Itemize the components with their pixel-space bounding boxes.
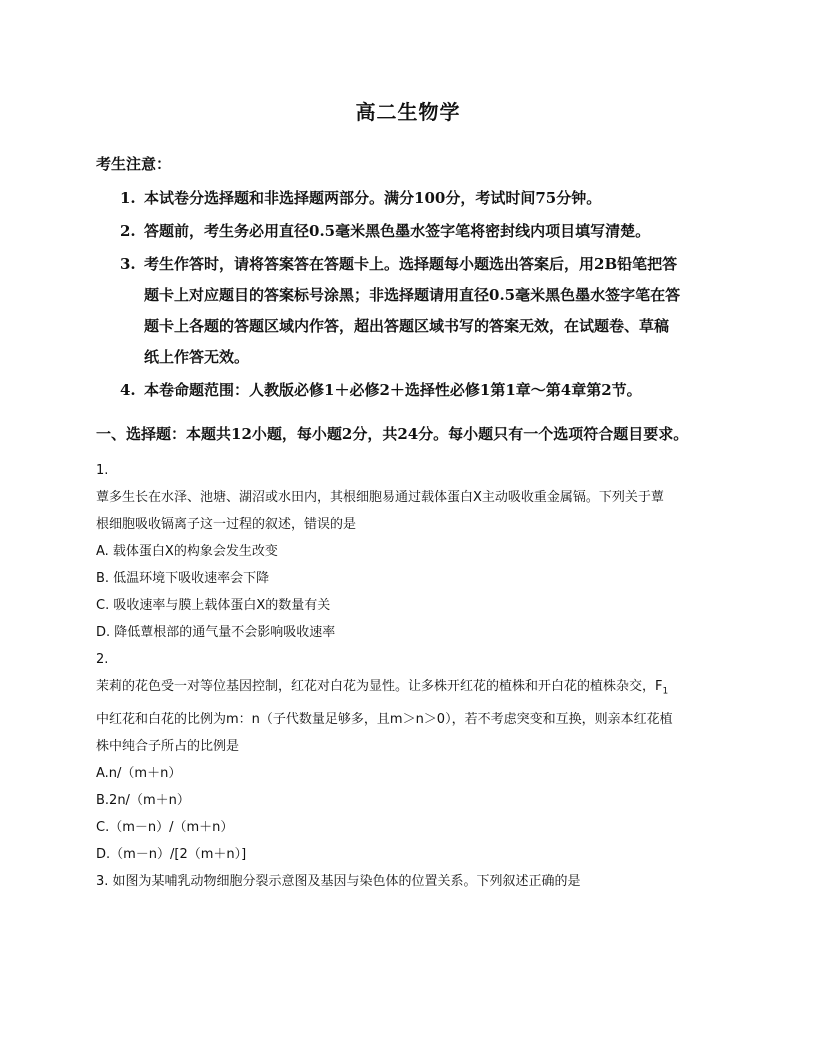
page-title: 高二生物学	[355, 100, 461, 124]
notice-heading: 考生注意：	[96, 155, 172, 173]
question-3	[96, 868, 720, 895]
question-stem: 3. 如图为某哺乳动物细胞分裂示意图及基因与染色体的位置关系。下列叙述正确的是	[96, 873, 581, 889]
question-option-c: C.（m－n）/（m＋n）	[96, 819, 234, 835]
question-list	[96, 457, 720, 895]
notice-item	[120, 375, 722, 406]
question-option-b: B. 低温环境下吸收速率会下降	[96, 571, 270, 586]
question-stem: 蕈多生长在水泽、池塘、湖沼或水田内，其根细胞易通过载体蛋白X主动吸收重金属镉。下列关于蕈 根细胞吸收镉离子这一过程的叙述，错误的是	[96, 490, 664, 532]
notice-item-text: 考生作答时，请将答案答在答题卡上。选择题每小题选出答案后，用2B铅笔把答 题卡上对应题目的答案标号涂黑；非选择题请用直径0.5毫米黑色墨水签字笔在答 题卡上各题的答题区域内作答，超出答题区域书写的答案无效，在试题卷、草稿 纸上作答无效。	[144, 255, 681, 366]
notice-item	[120, 216, 722, 247]
question-option-c: C. 吸收速率与膜上载体蛋白X的数量有关	[96, 598, 331, 613]
question-stem	[96, 673, 720, 760]
question-2	[96, 646, 720, 868]
notice-item	[120, 249, 722, 373]
question-stem-part: 中红花和白花的比例为m：n（子代数量足够多，且m＞n＞0），若不考虑突变和互换，则亲本红花植 株中纯合子所占的比例是	[96, 711, 673, 754]
notice-item-number: 2.	[120, 222, 136, 240]
question-option-b: B.2n/（m＋n）	[96, 792, 190, 808]
notice-item-text: 本试卷分选择题和非选择题两部分。满分100分，考试时间75分钟。	[144, 189, 602, 207]
question-stem-part: 茉莉的花色受一对等位基因控制，红花对白花为显性。让多株开红花的植株和开白花的植株杂交，F	[96, 679, 663, 694]
section-heading: 一、选择题：本题共12小题，每小题2分，共24分。每小题只有一个选项符合题目要求。	[96, 425, 689, 443]
question-option-d: D.（m－n）/[2（m＋n）]	[96, 846, 247, 862]
notice-item-text: 本卷命题范围：人教版必修1＋必修2＋选择性必修1第1章～第4章第2节。	[144, 381, 642, 399]
notice-item-number: 4.	[120, 381, 136, 399]
notice-item-text: 答题前，考生务必用直径0.5毫米黑色墨水签字笔将密封线内项目填写清楚。	[144, 222, 651, 240]
question-number: 1.	[96, 463, 109, 478]
question-number: 2.	[96, 652, 109, 667]
question-option-a: A.n/（m＋n）	[96, 765, 182, 781]
notice-item-number: 3.	[120, 255, 136, 273]
subscript: 1	[662, 686, 669, 697]
question-1	[96, 457, 720, 646]
notice-item	[120, 183, 722, 214]
question-option-d: D. 降低蕈根部的通气量不会影响吸收速率	[96, 625, 336, 640]
notice-list	[120, 183, 722, 408]
question-option-a: A. 载体蛋白X的构象会发生改变	[96, 544, 278, 559]
notice-item-number: 1.	[120, 189, 136, 207]
